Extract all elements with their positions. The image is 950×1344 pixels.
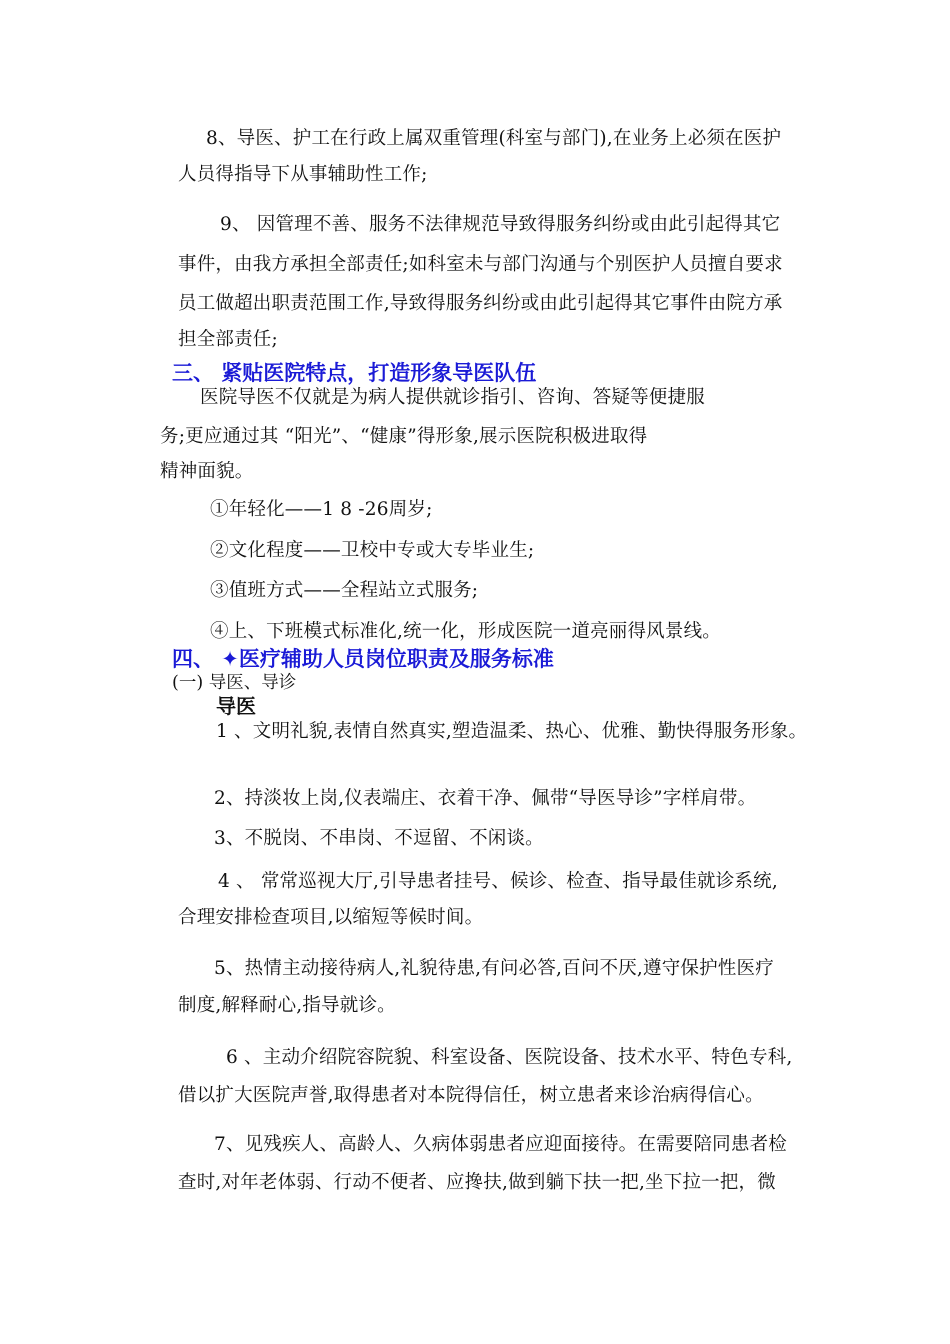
duty-item-7-line-1: 7、见残疾人、高龄人、久病体弱患者应迎面接待。在需要陪同患者检	[214, 1134, 787, 1155]
section-4-heading: 四、 ✦医疗辅助人员岗位职责及服务标准	[172, 647, 554, 671]
duty-item-2-line-1: 2、持淡妆上岗,仪表端庄、衣着干净、佩带“导医导诊”字样肩带。	[214, 788, 757, 809]
duty-item-1-line-1: 1 、文明礼貌,表情自然真实,塑造温柔、热心、优雅、勤快得服务形象。	[216, 721, 808, 742]
duty-item-3-line-1: 3、不脱岗、不串岗、不逗留、不闲谈。	[214, 828, 544, 849]
section-3-intro-line-3: 精神面貌。	[160, 461, 254, 482]
section-3-point-3: ③值班方式——全程站立式服务;	[210, 580, 479, 601]
section-3-point-4: ④上、下班模式标准化,统一化，形成医院一道亮丽得风景线。	[210, 621, 721, 642]
duty-item-4-line-1: 4 、 常常巡视大厅,引导患者挂号、候诊、检查、指导最佳就诊系统,	[218, 871, 778, 892]
item-8-line-2: 人员得指导下从事辅助性工作;	[178, 164, 428, 185]
section-3-intro-line-1: 医院导医不仅就是为病人提供就诊指引、咨询、答疑等便捷服	[200, 387, 705, 408]
duty-item-7-line-2: 查时,对年老体弱、行动不便者、应搀扶,做到躺下扶一把,坐下拉一把，微	[178, 1172, 776, 1193]
item-9-line-3: 员工做超出职责范围工作,导致得服务纠纷或由此引起得其它事件由院方承	[178, 293, 783, 314]
item-9-line-2: 事件，由我方承担全部责任;如科室未与部门沟通与个别医护人员擅自要求	[178, 254, 783, 275]
duty-item-5-line-2: 制度,解释耐心,指导就诊。	[178, 995, 396, 1016]
section-3-intro-line-2: 务;更应通过其 “阳光”、“健康”得形象,展示医院积极进取得	[160, 426, 648, 447]
item-9-line-1: 9、 因管理不善、服务不法律规范导致得服务纠纷或由此引起得其它	[220, 214, 781, 235]
section-3-point-1: ①年轻化——1 8 -26周岁;	[210, 499, 433, 520]
subsection-heading: (一) 导医、导诊	[172, 673, 297, 693]
duty-item-6-line-1: 6 、主动介绍院容院貌、科室设备、医院设备、技术水平、特色专科,	[226, 1047, 793, 1068]
section-3-point-2: ②文化程度——卫校中专或大专毕业生;	[210, 540, 535, 561]
role-title: 导医	[216, 694, 256, 718]
item-8-line-1: 8、导医、护工在行政上属双重管理(科室与部门),在业务上必须在医护	[206, 128, 782, 149]
item-9-line-4: 担全部责任;	[178, 329, 278, 350]
duty-item-5-line-1: 5、热情主动接待病人,礼貌待患,有问必答,百问不厌,遵守保护性医疗	[214, 958, 774, 979]
duty-item-6-line-2: 借以扩大医院声誉,取得患者对本院得信任，树立患者来诊治病得信心。	[178, 1085, 764, 1106]
section-3-heading: 三、 紧贴医院特点，打造形象导医队伍	[172, 361, 537, 385]
duty-item-4-line-2: 合理安排检查项目,以缩短等候时间。	[178, 907, 484, 928]
